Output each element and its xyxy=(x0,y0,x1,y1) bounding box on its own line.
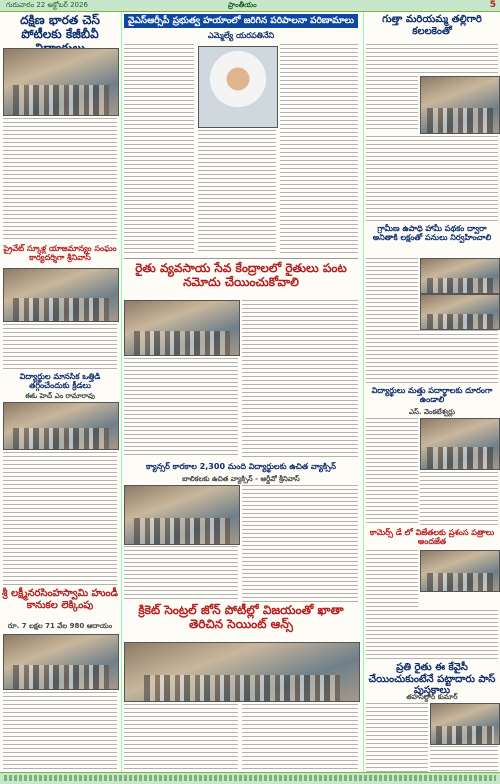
ekyc-byline: తహసీల్దార్ కుమార్ xyxy=(406,693,458,701)
article-text xyxy=(3,118,117,242)
article-text xyxy=(430,746,498,772)
article-text xyxy=(124,44,194,254)
headline-hundi: శ్రీ లక్ష్మీనరసింహస్వామి హుండీ కానుకల లెక్కింపు xyxy=(2,588,119,611)
article-text xyxy=(3,692,117,772)
article-text xyxy=(366,610,498,660)
article-text xyxy=(366,76,418,132)
photo-commerce-day xyxy=(420,550,500,592)
article-text xyxy=(242,300,358,458)
footer-bar xyxy=(0,772,500,784)
article-text xyxy=(124,704,238,772)
headline-employment-scheme: గ్రామీణ ఉపాధి హామీ పథకం ద్వారా అనితాకి లక్షంతో పనులు నిర్వహించాలి xyxy=(372,224,492,243)
headline-school-association: ప్రైవేట్ స్కూళ్ల యాజమాన్యం సంఘం కార్యదర్శిగా శ్రీనివాస్ xyxy=(3,244,117,263)
drug-awareness-byline: ఎస్. వెంకటేశ్వర్లు xyxy=(408,408,456,416)
photo-nrega-1 xyxy=(420,258,500,294)
column-right xyxy=(364,12,500,772)
article-text xyxy=(280,44,358,254)
vaccine-byline: బాలికలకు ఉచిత వ్యాక్సిన్ - ఆర్డీవో శ్రీనివాస్ xyxy=(182,475,300,483)
photo-cricket-team xyxy=(124,642,360,702)
byline-rao: ఈఓ హెచ్ ఎం రామారావు xyxy=(25,392,95,400)
photo-mla-portrait xyxy=(198,46,278,128)
article-text xyxy=(366,136,498,222)
photo-tahsildar xyxy=(430,703,500,745)
headline-sports-stress: విద్యార్థుల మానసిక ఒత్తిడి తగ్గించేందుకు క్రీడలు xyxy=(19,372,101,391)
column-center xyxy=(122,12,362,772)
article-text xyxy=(124,358,238,458)
headline-vaccine: క్యాన్సర్ కారకాల 2,300 మంది విద్యార్థులకు ఉచిత వ్యాక్సిన్ xyxy=(146,462,336,471)
article-text xyxy=(3,452,117,586)
headline-drug-awareness: విద్యార్థులు మత్తు పదార్థాలకు దూరంగా ఉండాలి xyxy=(371,386,493,405)
article-text xyxy=(366,258,418,328)
article-text xyxy=(366,418,418,526)
headline-ekyc-passbook: ప్రతి రైతు ఈ కేవైసీ చేయించుకుంటేనే పట్టాదారు పాస్ పుస్తకాలు xyxy=(368,662,496,696)
article-text xyxy=(198,130,276,254)
article-text xyxy=(242,704,358,772)
photo-farmers xyxy=(124,300,240,356)
issue-date: గురువారం 22 అక్టోబర్ 2026 xyxy=(6,1,88,9)
article-text xyxy=(420,472,498,526)
hundi-income: రూ. 7 లక్షల 71 వేల 980 ఆదాయం xyxy=(7,622,113,630)
headline-chess: దక్షిణ భారత చెస్ పోటీలకు కేజీబీవీ xyxy=(20,13,100,41)
headline-guttha: గుత్తా మరియమ్మ తల్లిగారి కలలకెంతో xyxy=(382,14,482,37)
section-title: ప్రాంతీయం xyxy=(228,1,257,9)
column-left xyxy=(0,12,120,772)
article-text xyxy=(366,550,418,608)
photo-hundi-counting xyxy=(3,634,119,690)
article-text xyxy=(3,324,117,370)
photo-vaccine-event xyxy=(124,485,240,545)
article-text xyxy=(124,546,238,602)
headline-cricket: క్రికెట్ సెంట్రల్ జోన్ పోటీల్లో విజయంతో ఖాతా తెరిచిన సెయింట్ ఆన్స్ xyxy=(138,603,344,631)
photo-sports xyxy=(3,402,119,450)
photo-drug-rally xyxy=(420,418,500,470)
footer-imprint xyxy=(4,775,496,781)
article-text xyxy=(242,485,358,602)
photo-nrega-2 xyxy=(420,294,500,330)
photo-guttha-event xyxy=(420,76,500,134)
headline-commerce-day: కామెర్స్ డే లో విజేతలకు ప్రశంస పత్రాలు అందజేత xyxy=(369,528,495,547)
banner-byline: ఎమ్మెల్యే యరపతినేని xyxy=(207,31,275,40)
photo-association xyxy=(3,268,119,322)
headline-crop-registration: రైతు వ్యవసాయ సేవ కేంద్రాలలో రైతులు పంట నమోదు చేయించుకోవాలి xyxy=(135,261,347,289)
article-text xyxy=(366,330,498,384)
article-text xyxy=(366,703,428,772)
divider xyxy=(124,258,358,259)
article-text xyxy=(366,44,498,74)
headline-banner-ysrcp: వైఎస్ఆర్సీపీ ప్రభుత్వ హయాంలో జరిగిన పరిపాలనా పరిణామాలు xyxy=(124,14,358,28)
page-number: 5 xyxy=(489,0,496,10)
photo-chess-students xyxy=(3,48,119,116)
header-bar xyxy=(0,0,500,12)
